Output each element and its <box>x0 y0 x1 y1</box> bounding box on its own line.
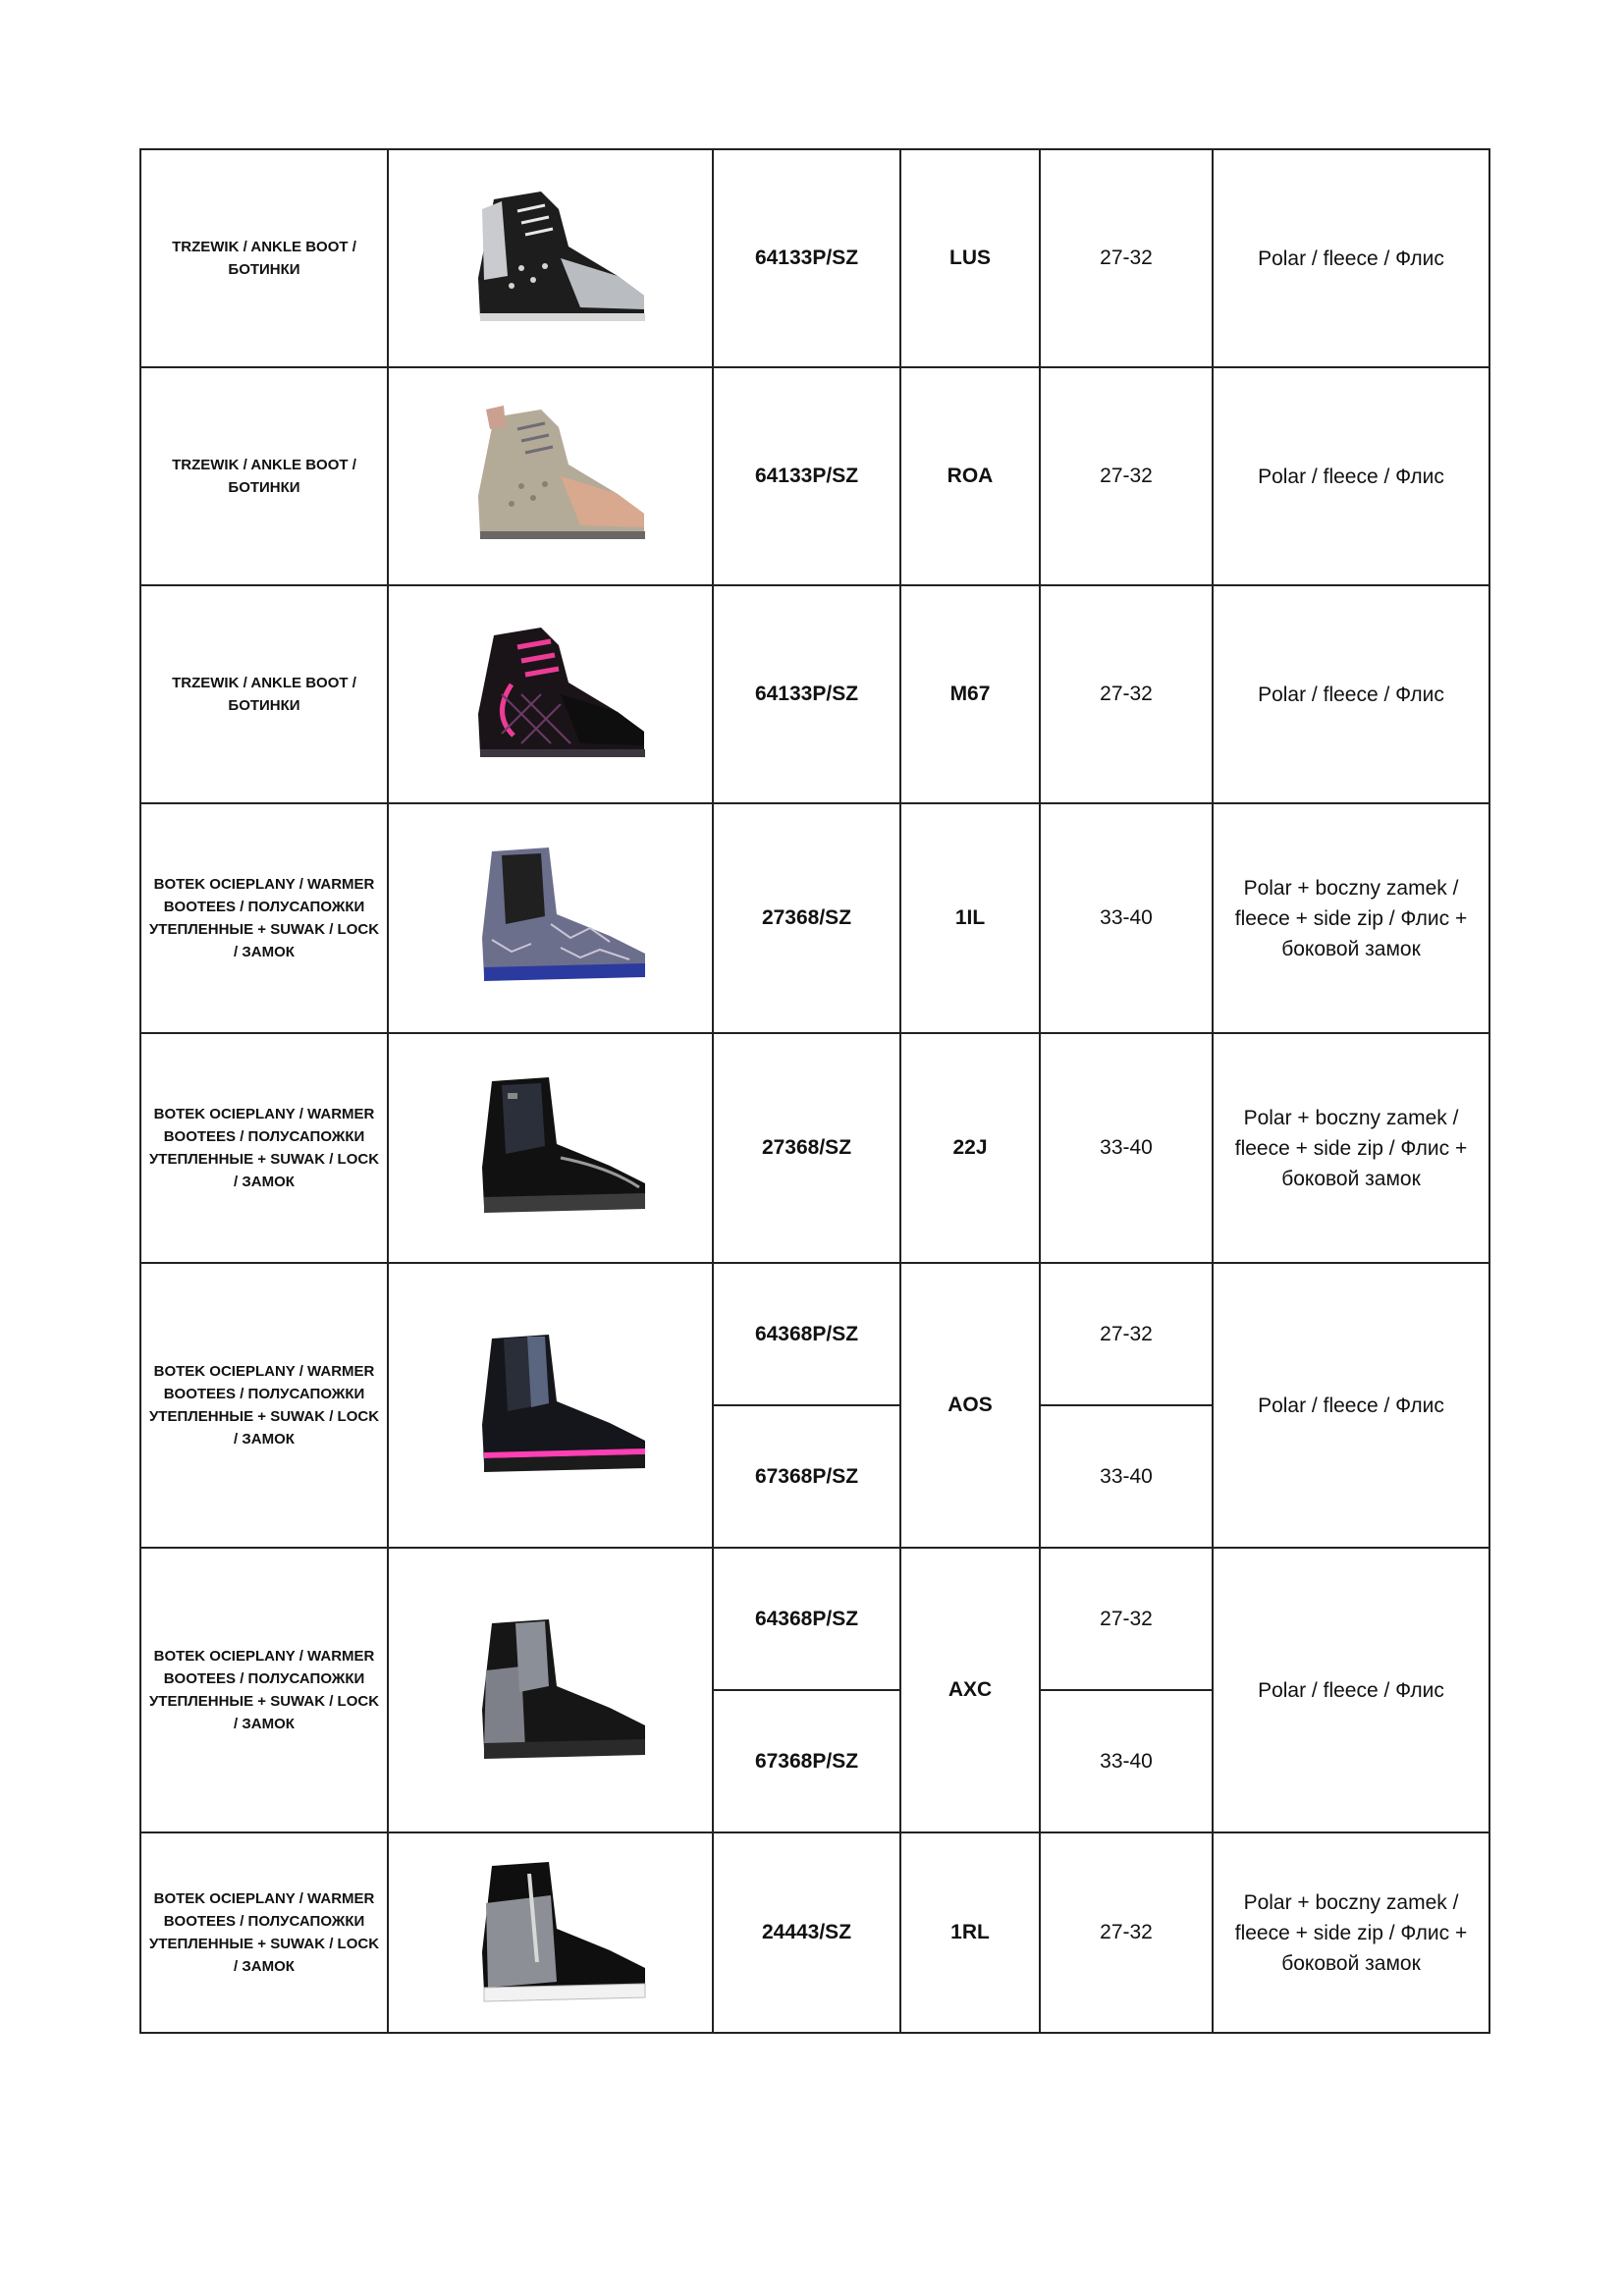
size-range: 27-32 <box>1040 1832 1213 2033</box>
size-range: 33-40 <box>1040 1690 1213 1832</box>
lining-info: Polar / fleece / Флис <box>1213 1263 1489 1548</box>
product-photo <box>388 367 713 585</box>
product-type: BOTEK OCIEPLANY / WARMER BOOTEES / ПОЛУСАПОЖКИ УТЕПЛЕННЫЕ + SUWAK / LOCK / ЗАМОК <box>140 1832 388 2033</box>
size-range: 33-40 <box>1040 1033 1213 1263</box>
color-code: 1RL <box>900 1832 1040 2033</box>
color-code: LUS <box>900 149 1040 367</box>
product-code: 64133P/SZ <box>713 149 900 367</box>
size-range: 33-40 <box>1040 803 1213 1033</box>
product-photo <box>388 149 713 367</box>
product-code: 27368/SZ <box>713 1033 900 1263</box>
table-row <box>140 1548 1489 1690</box>
product-type: BOTEK OCIEPLANY / WARMER BOOTEES / ПОЛУСАПОЖКИ УТЕПЛЕННЫЕ + SUWAK / LOCK / ЗАМОК <box>140 1548 388 1832</box>
shoe-chelsea-snake-print-icon <box>443 830 659 1007</box>
product-type: TRZEWIK / ANKLE BOOT / БОТИНКИ <box>140 149 388 367</box>
product-type: TRZEWIK / ANKLE BOOT / БОТИНКИ <box>140 367 388 585</box>
shoe-sneaker-black-pink-icon <box>443 606 659 783</box>
lining-info: Polar / fleece / Флис <box>1213 367 1489 585</box>
lining-info: Polar / fleece / Флис <box>1213 585 1489 803</box>
color-code: ROA <box>900 367 1040 585</box>
product-photo <box>388 1548 713 1832</box>
lining-info: Polar / fleece / Флис <box>1213 149 1489 367</box>
product-table <box>139 148 1490 2034</box>
lining-info: Polar + boczny zamek / fleece + side zip / Флис + боковой замок <box>1213 803 1489 1033</box>
product-code: 24443/SZ <box>713 1832 900 2033</box>
color-code: AOS <box>900 1263 1040 1548</box>
table-row <box>140 1263 1489 1405</box>
product-type: BOTEK OCIEPLANY / WARMER BOOTEES / ПОЛУСАПОЖКИ УТЕПЛЕННЫЕ + SUWAK / LOCK / ЗАМОК <box>140 1263 388 1548</box>
table-row <box>140 803 1489 1033</box>
product-code: 64368P/SZ <box>713 1263 900 1405</box>
product-code: 64133P/SZ <box>713 585 900 803</box>
product-code: 67368P/SZ <box>713 1690 900 1832</box>
product-photo <box>388 1832 713 2033</box>
table-row <box>140 585 1489 803</box>
lining-info: Polar + boczny zamek / fleece + side zip / Флис + боковой замок <box>1213 1832 1489 2033</box>
lining-info: Polar + boczny zamek / fleece + side zip / Флис + боковой замок <box>1213 1033 1489 1263</box>
shoe-chelsea-black-patent-icon <box>443 1060 659 1236</box>
table-row <box>140 367 1489 585</box>
table-row <box>140 149 1489 367</box>
size-range: 27-32 <box>1040 1263 1213 1405</box>
product-photo <box>388 1263 713 1548</box>
table-row <box>140 1832 1489 2033</box>
color-code: M67 <box>900 585 1040 803</box>
product-type: BOTEK OCIEPLANY / WARMER BOOTEES / ПОЛУСАПОЖКИ УТЕПЛЕННЫЕ + SUWAK / LOCK / ЗАМОК <box>140 1033 388 1263</box>
product-code: 27368/SZ <box>713 803 900 1033</box>
product-code: 67368P/SZ <box>713 1405 900 1548</box>
color-code: 22J <box>900 1033 1040 1263</box>
size-range: 27-32 <box>1040 149 1213 367</box>
shoe-sneaker-black-silver-icon <box>443 170 659 347</box>
product-type: TRZEWIK / ANKLE BOOT / БОТИНКИ <box>140 585 388 803</box>
color-code: 1IL <box>900 803 1040 1033</box>
table-row <box>140 1033 1489 1263</box>
product-photo <box>388 803 713 1033</box>
shoe-chelsea-black-grey-glitter-icon <box>443 1602 659 1778</box>
product-photo <box>388 1033 713 1263</box>
size-range: 27-32 <box>1040 367 1213 585</box>
product-photo <box>388 585 713 803</box>
product-type: BOTEK OCIEPLANY / WARMER BOOTEES / ПОЛУСАПОЖКИ УТЕПЛЕННЫЕ + SUWAK / LOCK / ЗАМОК <box>140 803 388 1033</box>
shoe-sneaker-gold-rose-icon <box>443 388 659 565</box>
product-code: 64368P/SZ <box>713 1548 900 1690</box>
lining-info: Polar / fleece / Флис <box>1213 1548 1489 1832</box>
size-range: 27-32 <box>1040 585 1213 803</box>
size-range: 33-40 <box>1040 1405 1213 1548</box>
color-code: AXC <box>900 1548 1040 1832</box>
shoe-chelsea-black-suede-pink-sole-icon <box>443 1317 659 1494</box>
shoe-zip-boot-black-silver-icon <box>443 1844 659 2021</box>
product-code: 64133P/SZ <box>713 367 900 585</box>
size-range: 27-32 <box>1040 1548 1213 1690</box>
